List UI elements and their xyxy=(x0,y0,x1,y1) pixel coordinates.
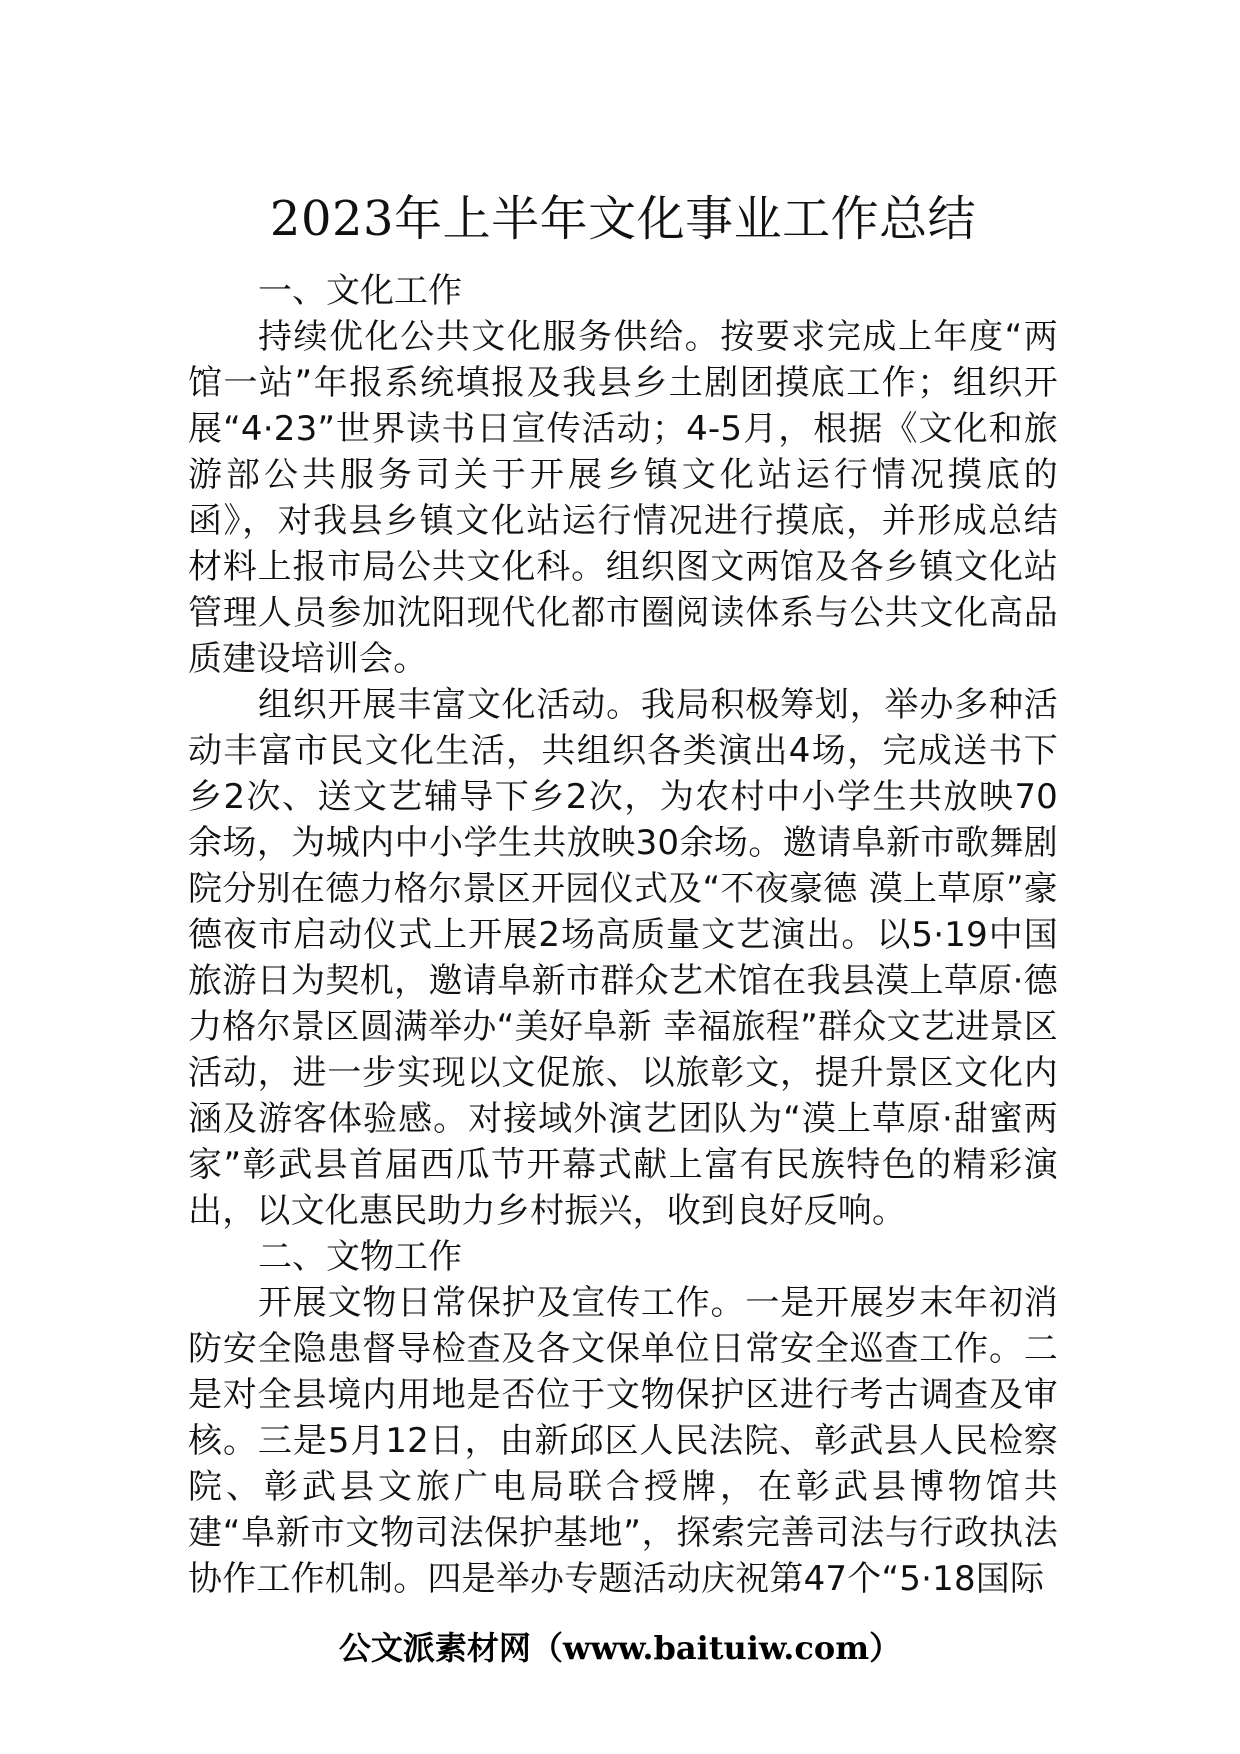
footer-watermark: 公文派素材网（www.baituiw.com） xyxy=(338,1629,902,1667)
page-title: 2023年上半年文化事业工作总结 xyxy=(269,191,977,247)
body-paragraph: 持续优化公共文化服务供给。按要求完成上年度“两馆一站”年报系统填报及我县乡土剧团摸底工作；组织开展“4·23”世界读书日宣传活动；4-5月，根据《文化和旅游部公共服务司关于开展乡镇文化站运行情况摸底的函》，对我县乡镇文化站运行情况进行摸底，并形成总结材料上报市局公共文化科。组织图文两馆及各乡镇文化站管理人员参加沈阳现代化都市圈阅读体系与公共文化高品质建设培训会。 xyxy=(188,317,1058,679)
document-body xyxy=(188,180,1058,1602)
body-paragraph: 开展文物日常保护及宣传工作。一是开展岁末年初消防安全隐患督导检查及各文保单位日常安全巡查工作。二是对全县境内用地是否位于文物保护区进行考古调查及审核。三是5月12日，由新邱区人民法院、彰武县人民检察院、彰武县文旅广电局联合授牌，在彰武县博物馆共建“阜新市文物司法保护基地”，探索完善司法与行政执法协作工作机制。四是举办专题活动庆祝第47个“5·18国际 xyxy=(188,1283,1058,1599)
section-heading: 二、文物工作 xyxy=(258,1237,462,1277)
section-cultural-relics xyxy=(188,1234,1058,1602)
body-paragraph: 组织开展丰富文化活动。我局积极筹划，举办多种活动丰富市民文化生活，共组织各类演出4场，完成送书下乡2次、送文艺辅导下乡2次，为农村中小学生共放映70余场，为城内中小学生共放映30余场。邀请阜新市歌舞剧院分别在德力格尔景区开园仪式及“不夜豪德 漠上草原”豪德夜市启动仪式上开展2场高质量文艺演出。以5·19中国旅游日为契机，邀请阜新市群众艺术馆在我县漠上草原·德力格尔景区圆满举办“美好阜新 幸福旅程”群众文艺进景区活动，进一步实现以文促旅、以旅彰文，提升景区文化内涵及游客体验感。对接域外演艺团队为“漠上草原·甜蜜两家”彰武县首届西瓜节开幕式献上富有民族特色的精彩演出，以文化惠民助力乡村振兴，收到良好反响。 xyxy=(188,685,1058,1231)
section-heading: 一、文化工作 xyxy=(258,271,462,311)
section-culture xyxy=(188,268,1058,1234)
